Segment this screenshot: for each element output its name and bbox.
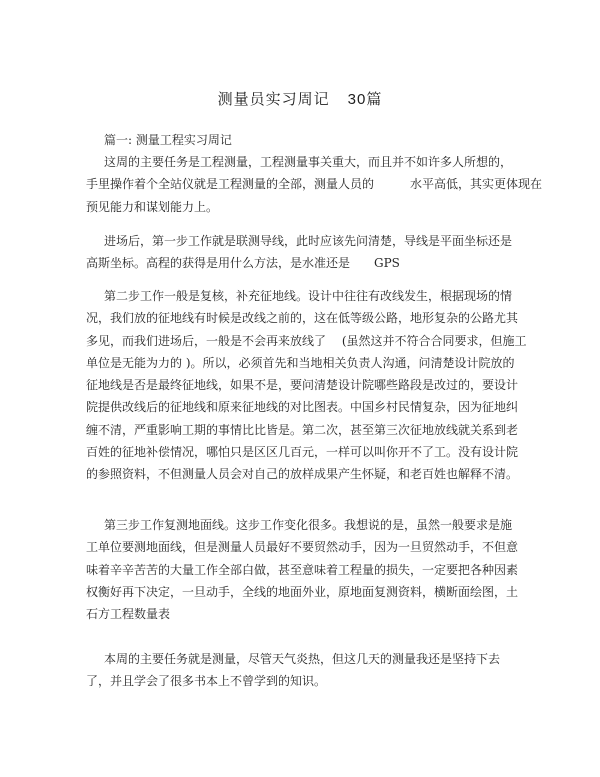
paragraph-5 <box>86 648 526 693</box>
paragraph-line: 权衡好再下决定，一旦动手，全线的地面外业，原地面复测资料，横断面绘图，土 <box>86 584 519 599</box>
page-title <box>0 88 600 109</box>
paragraph-line: 手里操作着个全站仪就是工程测量的全部，测量人员的 水平高低，其实更体现在 <box>86 177 543 192</box>
title-text: 测量员实习周记 <box>217 90 330 108</box>
paragraph-line: 高斯坐标。高程的获得是用什么方法，是水准还是 GPS <box>86 256 400 271</box>
paragraph-line: 征地线是否是最终征地线，如果不是，要问清楚设计院哪些路段是改过的，要设计 <box>86 378 519 393</box>
paragraph-line: 第三步工作复测地面线。这步工作变化很多。我想说的是，虽然一般要求是施 <box>104 518 513 532</box>
paragraph-line: 工单位要测地面线，但是测量人员最好不要贸然动手，因为一旦贸然动手，不但意 <box>86 540 519 555</box>
paragraph-3 <box>86 285 526 486</box>
paragraph-line: 多见，而我们进场后，一般是不会再来放线了 (虽然这并不符合合同要求，但施工 <box>86 333 527 348</box>
paragraph-2 <box>86 230 526 275</box>
paragraph-line: 这周的主要任务是工程测量，工程测量事关重大，而且并不如许多人所想的， <box>104 155 513 169</box>
section-subtitle: 篇一: 测量工程实习周记 <box>104 133 232 147</box>
paragraph-line: 本周的主要任务就是测量，尽管天气炎热，但这几天的测量我还是坚持下去 <box>104 652 501 666</box>
paragraph-line: 单位是无能为力的 )。所以，必须首先和当地相关负责人沟通，问清楚设计院放的 <box>86 355 515 370</box>
paragraph-line: 第二步工作一般是复核，补充征地线。设计中往往有改线发生，根据现场的情 <box>104 289 513 303</box>
paragraph-line: 的参照资料，不但测量人员会对自己的放样成果产生怀疑，和老百姓也解释不清。 <box>86 467 519 482</box>
paragraph-line: 味着辛辛苦苦的大量工作全部白做，甚至意味着工程量的损失，一定要把各种因素 <box>86 562 519 577</box>
paragraph-line: 院提供改线后的征地线和原来征地线的对比图表。中国乡村民情复杂，因为征地纠 <box>86 400 519 415</box>
paragraph-1 <box>86 151 543 218</box>
paragraph-line: 预见能力和谋划能力上。 <box>86 199 219 214</box>
paragraph-line: 况，我们放的征地线有时候是改线之前的，这在低等级公路，地形复杂的公路尤其 <box>86 311 519 326</box>
paragraph-line: 石方工程数量表 <box>86 607 171 622</box>
paragraph-line: 进场后，第一步工作就是联测导线，此时应该先问清楚，导线是平面坐标还是 <box>104 234 513 248</box>
paragraph-line: 了，并且学会了很多书本上不曾学到的知识。 <box>86 674 327 689</box>
paragraph-line: 缠不清，严重影响工期的事情比比皆是。第二次，甚至第三次征地放线就关系到老 <box>86 422 519 437</box>
title-number: 30篇 <box>347 91 383 108</box>
paragraph-line: 百姓的征地补偿情况，哪怕只是区区几百元，一样可以叫你开不了工。没有设计院 <box>86 445 519 460</box>
paragraph-4 <box>86 514 526 625</box>
